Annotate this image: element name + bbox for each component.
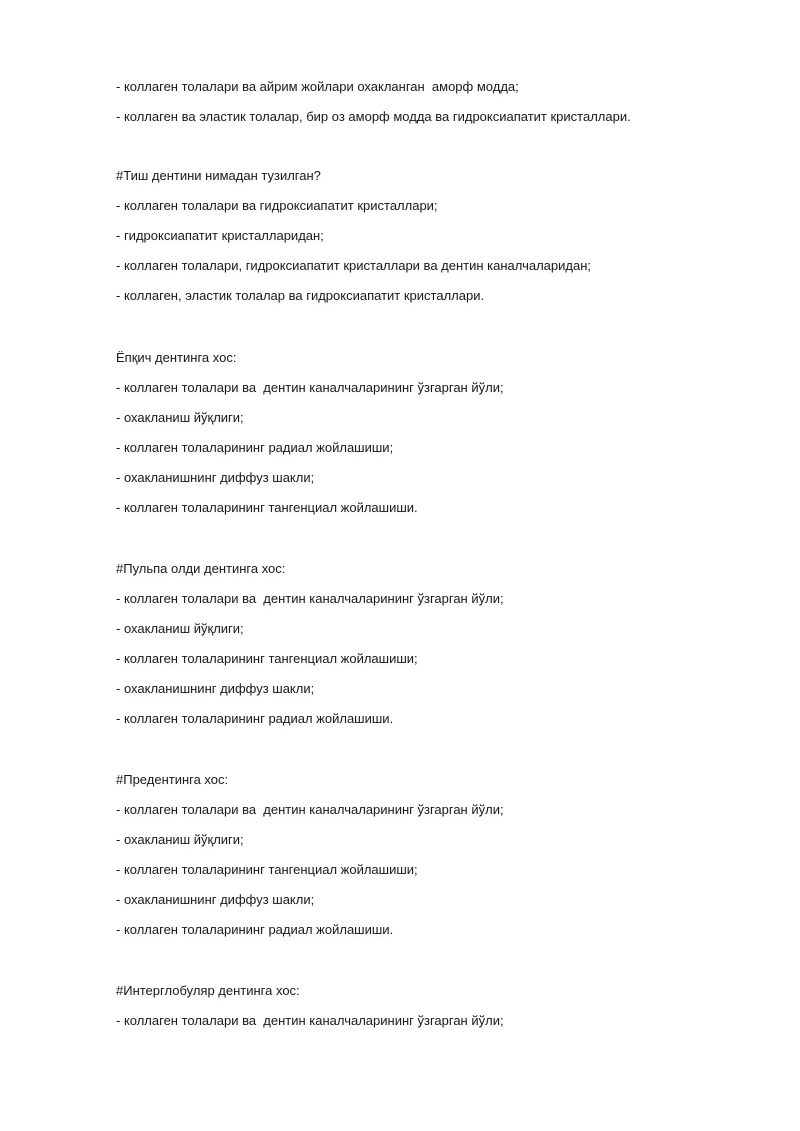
- answer-line: - коллаген толалари ва гидроксиапатит кристаллари;: [116, 198, 438, 213]
- question-line: #Пульпа олди дентинга хос:: [116, 561, 286, 576]
- answer-line: - гидроксиапатит кристалларидан;: [116, 228, 324, 243]
- answer-line: - коллаген толаларининг тангенциал жойлашиши.: [116, 500, 418, 515]
- answer-line: - охакланиш йўқлиги;: [116, 410, 244, 425]
- answer-line: - охакланиш йўқлиги;: [116, 621, 244, 636]
- answer-line: - коллаген толаларининг тангенциал жойлашиши;: [116, 651, 418, 666]
- answer-line: - охакланишнинг диффуз шакли;: [116, 892, 315, 907]
- answer-line: - коллаген толалари ва дентин каналчаларининг ўзгарган йўли;: [116, 591, 504, 606]
- question-line: #Тиш дентини нимадан тузилган?: [116, 168, 321, 183]
- answer-line: - коллаген толалари ва дентин каналчаларининг ўзгарган йўли;: [116, 1013, 504, 1028]
- answer-line: - коллаген ва эластик толалар, бир оз аморф модда ва гидроксиапатит кристаллари.: [116, 109, 631, 124]
- answer-line: - коллаген толалари ва дентин каналчаларининг ўзгарган йўли;: [116, 380, 504, 395]
- answer-line: - коллаген толалари, гидроксиапатит кристаллари ва дентин каналчаларидан;: [116, 258, 591, 273]
- answer-line: - коллаген толаларининг радиал жойлашиши;: [116, 440, 394, 455]
- answer-line: - коллаген толаларининг радиал жойлашиши.: [116, 711, 394, 726]
- answer-line: - коллаген, эластик толалар ва гидроксиапатит кристаллари.: [116, 288, 485, 303]
- answer-line: - коллаген толалари ва дентин каналчаларининг ўзгарган йўли;: [116, 802, 504, 817]
- question-line: #Интерглобуляр дентинга хос:: [116, 983, 300, 998]
- answer-line: - охакланишнинг диффуз шакли;: [116, 681, 315, 696]
- question-line: Ёпқич дентинга хос:: [116, 350, 237, 365]
- answer-line: - охакланиш йўқлиги;: [116, 832, 244, 847]
- question-line: #Предентинга хос:: [116, 772, 229, 787]
- answer-line: - коллаген толалари ва айрим жойлари охакланган аморф модда;: [116, 79, 519, 94]
- answer-line: - коллаген толаларининг радиал жойлашиши.: [116, 922, 394, 937]
- answer-line: - коллаген толаларининг тангенциал жойлашиши;: [116, 862, 418, 877]
- answer-line: - охакланишнинг диффуз шакли;: [116, 470, 315, 485]
